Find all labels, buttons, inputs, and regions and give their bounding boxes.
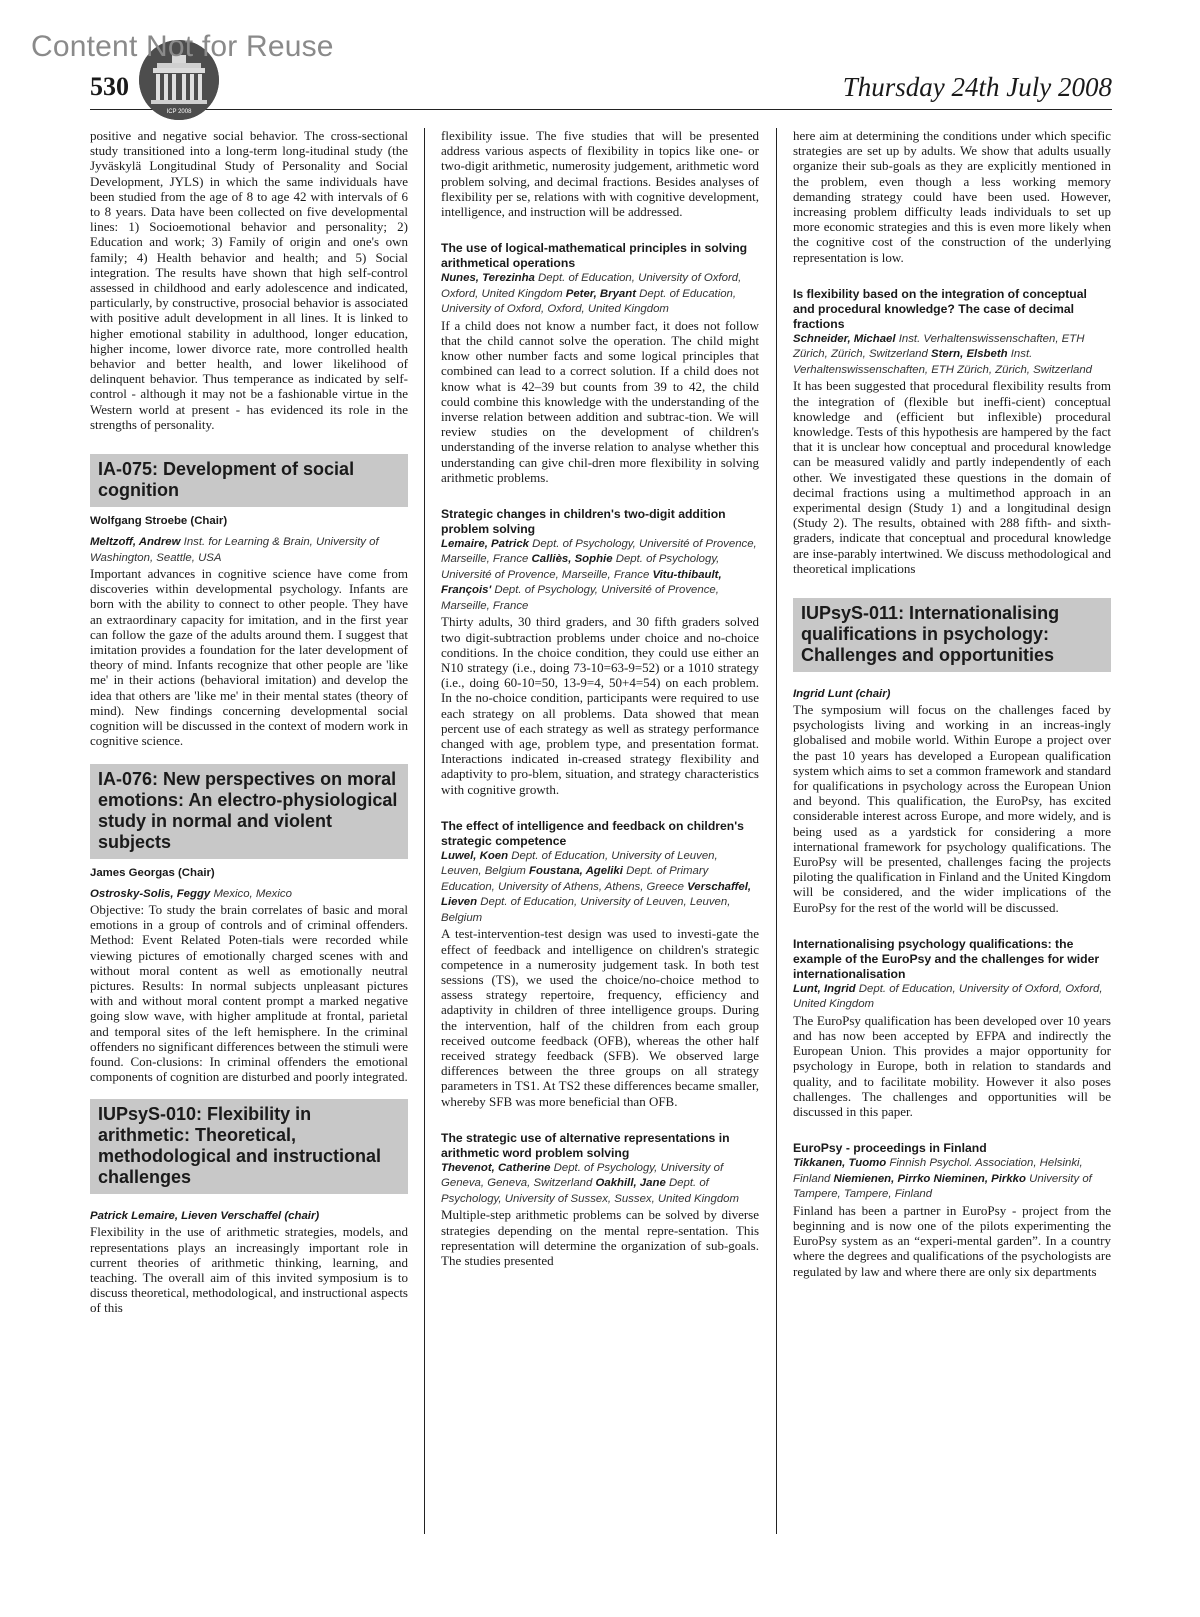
author-name: Schneider, Michael <box>793 332 896 345</box>
author-line <box>793 332 1111 379</box>
column-divider <box>776 128 777 1534</box>
author-name: Stern, Elsbeth <box>931 348 1008 361</box>
abstract-text: Multiple-step arithmetic problems can be solved by diverse strategies depending on the mental repre-sentation. This representation will determine the organization of sub-goals. The studies presented <box>441 1207 759 1268</box>
abstract-title: EuroPsy - proceedings in Finland <box>793 1141 987 1156</box>
watermark: Content Not for Reuse <box>31 30 334 63</box>
author-affiliation: Finnish Psychol. Association, Helsinki, Finland <box>793 1157 1083 1185</box>
author-affiliation: Mexico, Mexico <box>210 887 292 900</box>
chair-line: Wolfgang Stroebe (Chair) <box>90 515 228 528</box>
symposium-heading: IA-075: Development of social cognition <box>90 454 408 507</box>
abstract-text: The EuroPsy qualification has been developed over 10 years and has now been accepted by EFPA and indirectly the European Union. This provides a major opportunity for psychology in Europe, both in relation to standards and quality, and to facilitate mobility. However it also poses challenges. The challenges and opportunities will be discussed in this paper. <box>793 1012 1111 1120</box>
abstract-title: The strategic use of alternative representations in arithmetic word problem solving <box>441 1130 730 1160</box>
page-number: 530 <box>90 72 129 101</box>
abstract-title: Strategic changes in children's two-digit addition problem solving <box>441 506 726 536</box>
body-paragraph: positive and negative social behavior. The cross-sectional study transitioned into a long-term long-itudinal study (the Jyväskylä Longitudinal Study of Personality and Social Development, JYLS) in which the same individuals have been studied from the age of 8 to age 42 with intervals of 6 to 8 years. Data have been collected on five developmental lines: 1) Socioemotional behavior and personality; 2) Education and work; 3) Family of origin and one's own family; 4) Health behavior and health; and 5) Social integration. The results have shown that high self-control assessed in childhood and early adolescence and indicated, particularly, by constructive, prosocial behavior is associated with positive adult development in all lines. It is linked to higher emotional stability in adulthood, longer education, higher income, lower divorce rate, more controlled health behavior and better health, and lower likelihood of delinquent behavior. Thus temperance as indicated by self-control - although it may not be a fashionable virtue in the Western world at present - has evidenced its role in the strengths of personality. <box>90 128 408 432</box>
author-name: Oakhill, Jane <box>595 1177 666 1190</box>
author-name: Verschaffel, Lieven <box>441 880 752 909</box>
abstract-text: A test-intervention-test design was used to investi-gate the effect of feedback and intelligence on children's strategic competence in a numerosity judgement task. In both test sessions (TS), we used the choice/no-choice method to assess strategy repertoire, frequency, efficiency and adaptivity in children of three intelligence groups. During the intervention, half of the children from each group received outcome feedback (OFB), whereas the other half received strategy feedback (SFB). We observed large differences between the three groups on all strategy parameters in TS1. At TS2 these differences became smaller, whereby SFB was more beneficial than OFB. <box>441 926 759 1109</box>
author-name: Luwel, Koen <box>441 849 509 862</box>
author-line <box>793 982 1111 1013</box>
author-affiliation: Inst. Verhaltenswissenschaften, ETH Zürich, Zürich, Switzerland <box>793 332 1085 361</box>
page-date: Thursday 24th July 2008 <box>842 72 1112 102</box>
author-line <box>441 537 759 615</box>
author-affiliation: Dept. of Education, University of Leuven, Leuven, Belgium <box>441 849 718 878</box>
author-affiliation: Dept. of Psychology, Université of Provence, Marseille, France <box>441 553 720 581</box>
column-middle <box>441 128 759 1268</box>
abstract-title: The use of logical-mathematical principles in solving arithmetical operations <box>441 241 748 271</box>
author-affiliation: Dept. of Psychology, Université of Provence, Marseille, France <box>441 537 757 566</box>
author-line <box>90 535 408 566</box>
chair-line: Ingrid Lunt (chair) <box>793 687 891 700</box>
column-divider <box>424 128 425 1534</box>
author-line <box>441 271 759 318</box>
chair-line: James Georgas (Chair) <box>90 866 215 879</box>
author-name: Niemienen, Pirrko Nieminen, Pirkko <box>833 1172 1026 1185</box>
symposium-heading: IA-076: New perspectives on moral emotions: An electro-physiological study in normal and violent subjects <box>90 764 408 859</box>
header-rule <box>90 109 1112 110</box>
body-paragraph: flexibility issue. The five studies that will be presented address various aspects of flexibility in topics like one- or two-digit arithmetic, numerosity judgement, arithmetic word problem solving, and decimal fractions. Besides analyses of flexibility per se, relations with with cognitive development, intelligence, and instruction will be addressed. <box>441 128 759 220</box>
author-line <box>441 1161 759 1208</box>
chair-line: Patrick Lemaire, Lieven Verschaffel (chair) <box>90 1210 320 1223</box>
abstract-text: If a child does not know a number fact, it does not follow that the child cannot solve the operation. The child might know other number facts and some logical principles that combined can lead to a correct solution. If a child does not know what is 42–39 but counts from 39 to 42, the child could combine this knowledge with the understanding of the inverse relation between addition and subtrac-tion. We will review studies on the development of children's understanding of the inverse relation to analyse whether this understanding can give chil-dren more flexibility in solving arithmetic problems. <box>441 317 759 485</box>
author-affiliation: Dept. of Education, University of Leuven, Leuven, Belgium <box>441 896 731 924</box>
author-affiliation: University of Tampere, Tampere, Finland <box>793 1172 1092 1201</box>
column-right <box>793 128 1111 1279</box>
abstract-text: Important advances in cognitive science have come from discoveries within developmental psychology. Infants are born with the ability to connect to other people. They have an extraordinary capacity for imitation, and in the first year can follow the gaze of the adults around them. I suggest that imitation provides a foundation for the later development of theory of mind. Infants recognize that other people are 'like me' in their actions (behavioral imitation) and develop the idea that others are 'like me' in their mental states (theory of mind). New findings concerning developmental social cognition will be discussed in the context of modern work in cognitive science. <box>90 566 408 749</box>
abstract-text: Thirty adults, 30 third graders, and 30 fifth graders solved two digit-subtraction problems under choice and no-choice conditions. In the choice condition, they could use either an N10 strategy (i.e., doing 73-10=63-9=52) or a 1010 strategy (i.e., doing 60-10=50, 13-9=4, 50+4=54) on each problem. In the no-choice condition, participants were required to use each strategy on all problems. Data showed that mean percent use of each strategy as well as strategy performance changed with age, problem type, and presentation format. Interactions indicated in-creased strategy flexibility and adaptivity to pro-blem, situation, and strategy characteristics with cognitive growth. <box>441 614 759 797</box>
abstract-text: The symposium will focus on the challenges faced by psychologists living and working in an increas-ingly globalised and mobile world. Within Europe a project over the past 10 years has developed a European qualification system which aims to set a common framework and standard for qualifications in psychology across the European Union and beyond. This qualification, the EuroPsy, has excited considerable interest across Europe, and more widely, and is being used as a yardstick for considering a more international framework for psychology qualifications. The EuroPsy will be presented, challenges facing the projects piloting the qualification in Finland and the United Kingdom will be considered, and the wider implications of the EuroPsy for the rest of the world will be discussed. <box>793 701 1111 915</box>
author-name: Thevenot, Catherine <box>441 1161 551 1174</box>
symposium-heading: IUPsyS-010: Flexibility in arithmetic: Theoretical, methodological and instructional challenges <box>90 1099 408 1194</box>
author-affiliation: Dept. of Education, University of Oxford, Oxford, United Kingdom <box>793 982 1103 1011</box>
author-line <box>441 849 759 927</box>
abstract-title: Is flexibility based on the integration of conceptual and procedural knowledge? The case of decimal fractions <box>793 286 1087 331</box>
author-affiliation: Inst. Verhaltenswissenschaften, ETH Zürich, Zürich, Switzerland <box>793 348 1093 376</box>
author-name: Meltzoff, Andrew <box>90 536 181 549</box>
author-name: Calliès, Sophie <box>531 553 613 566</box>
author-affiliation: Dept. of Psychology, University of Geneva, Geneva, Switzerland <box>441 1161 724 1190</box>
abstract-text: It has been suggested that procedural flexibility results from the integration of (flexible but ineffi-cient) conceptual knowledge and (efficient but inflexible) procedural knowledge. Tests of this hypothesis are hampered by the fact that it is unclear how conceptual and procedural knowledge can be measured validly and partly independently of each other. We investigated these questions in the domain of decimal fractions using a multimethod approach in an experimental design (Study 1) and a longitudinal design (Study 2). The results, obtained with 288 fifth- and sixth-graders, indicate that conceptual and procedural knowledge are inse-parably intertwined. We discuss methodological and theoretical implications <box>793 378 1111 576</box>
author-affiliation: Dept. of Psychology, Université of Provence, Marseille, France <box>441 584 719 612</box>
author-affiliation: Dept. of Education, University of Oxford, Oxford, United Kingdom <box>441 272 742 300</box>
abstract-title: The effect of intelligence and feedback on children's strategic competence <box>441 818 744 848</box>
author-affiliation: Dept. of Primary Education, University of Athens, Athens, Greece <box>441 865 709 893</box>
body-paragraph: here aim at determining the conditions under which specific strategies are set up by adults. We show that adults usually organize their sub-goals as they are explicitly mentioned in the problem, even though a less working memory demanding strategy could have been used. However, increasing problem difficulty leads individuals to set up more economic strategies and this is even more likely when the cognitive cost of the construction of the underlying representation is low. <box>793 128 1111 265</box>
author-affiliation: Inst. for Learning & Brain, University of Washington, Seattle, USA <box>90 536 379 564</box>
author-name: Ostrosky-Solis, Feggy <box>90 887 211 900</box>
author-name: Vitu-thibault, François' <box>441 568 722 597</box>
author-name: Nunes, Terezinha <box>441 272 535 285</box>
abstract-text: Finland has been a partner in EuroPsy - project from the beginning and is now one of the pilots experimenting the EuroPsy system as an “experi-mental garden”. In a country where the degrees and qualifications of the psychologists are regulated by law and where there are only six departments <box>793 1202 1111 1279</box>
author-name: Lunt, Ingrid <box>793 982 856 995</box>
author-name: Foustana, Ageliki <box>529 865 623 878</box>
symposium-heading: IUPsyS-011: Internationalising qualifications in psychology: Challenges and opportunities <box>793 598 1111 672</box>
abstract-title: Internationalising psychology qualifications: the example of the EuroPsy and the challenges for wider internationalisation <box>793 936 1100 981</box>
svg-text:ICP 2008: ICP 2008 <box>166 109 192 115</box>
abstract-text: Flexibility in the use of arithmetic strategies, models, and representations plays an increasingly important role in current theories of arithmetic thinking, learning, and teaching. The overall aim of this invited symposium is to discuss theoretical, methodological, and instructional aspects of this <box>90 1224 408 1316</box>
author-name: Lemaire, Patrick <box>441 537 530 550</box>
author-affiliation: Dept. of Education, University of Oxford, Oxford, United Kingdom <box>441 287 737 316</box>
author-name: Tikkanen, Tuomo <box>793 1157 887 1170</box>
author-affiliation: Dept. of Psychology, University of Sussex, Sussex, United Kingdom <box>441 1177 739 1205</box>
column-left <box>90 128 408 1316</box>
author-line <box>90 887 408 903</box>
abstract-text: Objective: To study the brain correlates of basic and moral emotions in a group of controls and of criminal offenders. Method: Event Related Poten-tials were recorded while viewing pictures of emotionally charged scenes with and without moral content as well as emotionally neutral pictures. Results: In normal subjects unpleasant pictures with and without moral content prompt a marked negative going slow wave, with higher amplitude at frontal, parietal and temporal sites of the left hemisphere. In the criminal offenders no significant differences between the stimuli were found. Con-clusions: In criminal offenders the emotional components of cognition are disturbed and poorly integrated. <box>90 902 408 1085</box>
author-line <box>793 1156 1111 1203</box>
author-name: Peter, Bryant <box>565 287 637 300</box>
